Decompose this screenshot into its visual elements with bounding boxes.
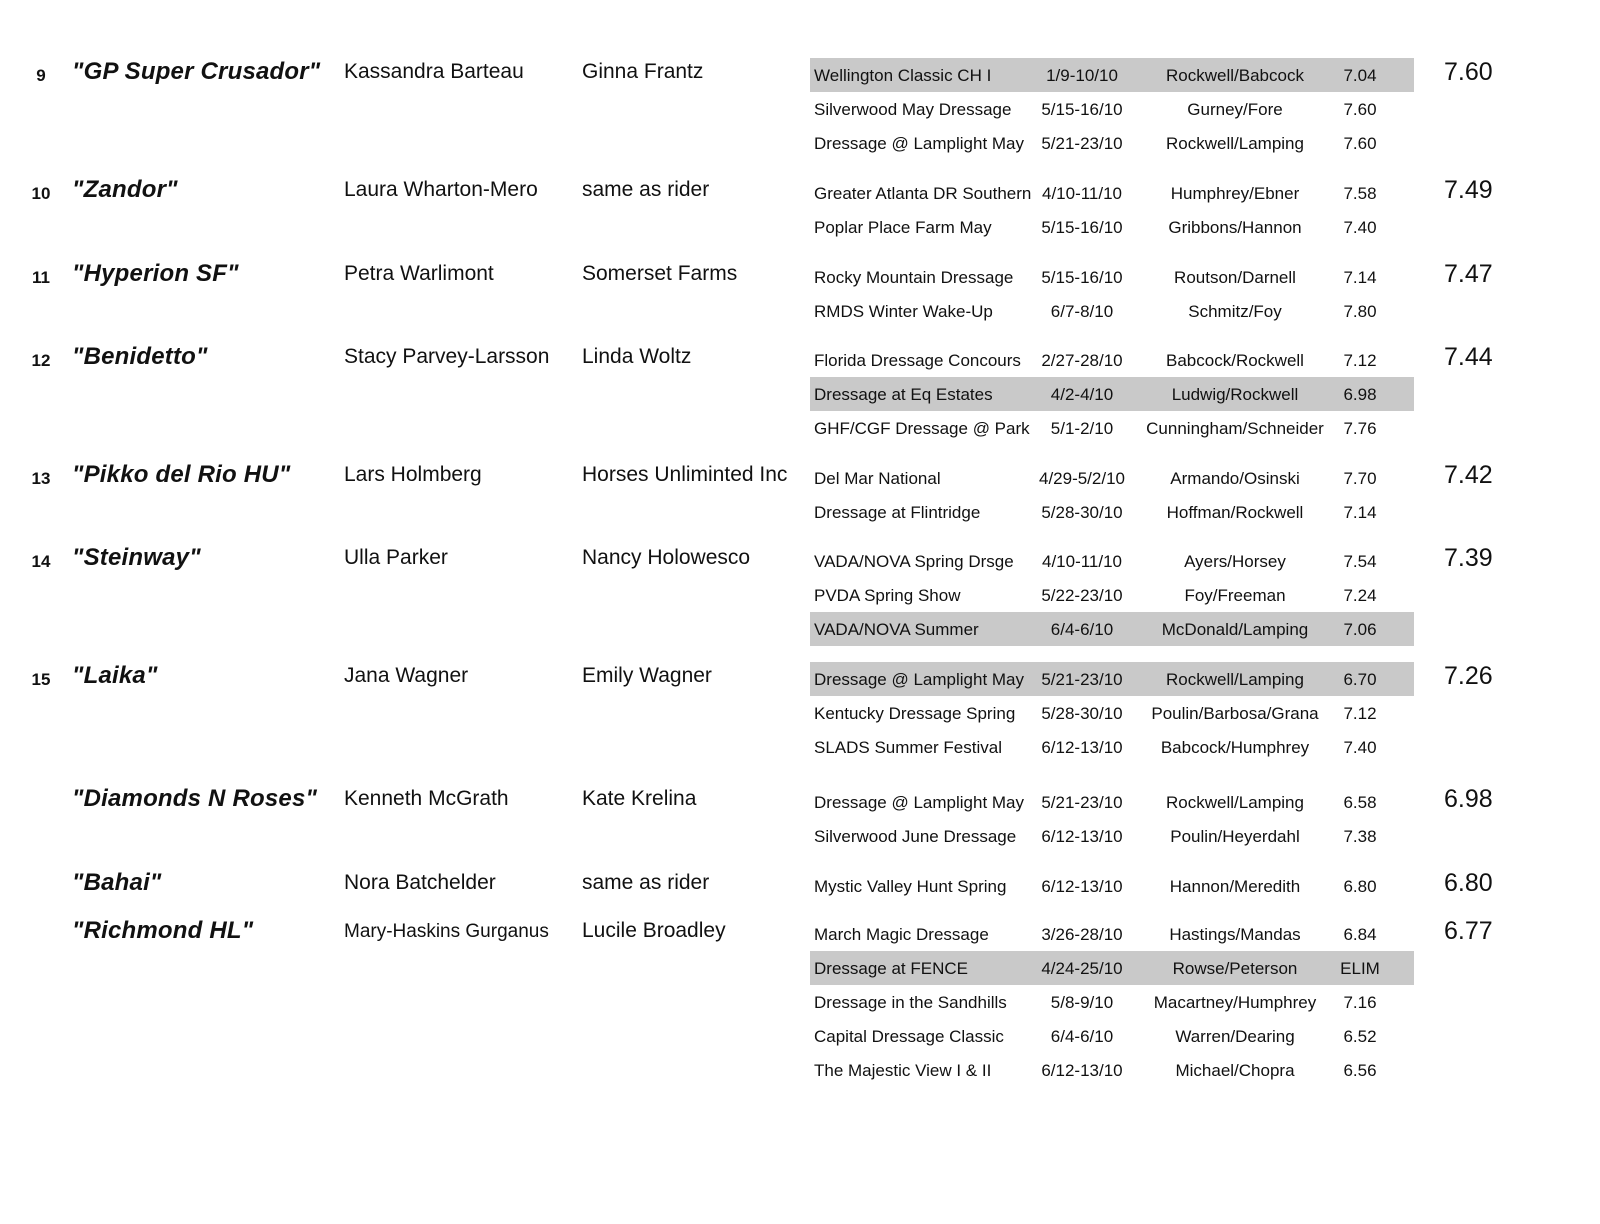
show-score: 7.12 [1343, 351, 1377, 370]
show-judges: Rockwell/Lamping [1166, 670, 1304, 689]
show-row [810, 819, 1414, 853]
rider-name: Mary-Haskins Gurganus [344, 921, 549, 942]
show-score: 6.80 [1343, 877, 1377, 896]
show-score: 7.14 [1343, 268, 1377, 287]
average-score: 7.44 [1444, 343, 1493, 371]
owner-name: Somerset Farms [582, 262, 738, 285]
show-name: Silverwood May Dressage [814, 100, 1012, 119]
show-dates: 1/9-10/10 [1046, 66, 1118, 85]
show-judges: Routson/Darnell [1174, 268, 1296, 287]
show-dates: 5/21-23/10 [1041, 670, 1123, 689]
show-name: Capital Dressage Classic [814, 1027, 1004, 1046]
show-row-dropped [810, 662, 1414, 696]
rank-number: 12 [31, 351, 51, 370]
show-row [810, 869, 1414, 903]
show-judges: McDonald/Lamping [1161, 620, 1309, 639]
show-row [810, 495, 1414, 529]
show-score: 6.58 [1343, 793, 1377, 812]
show-row [810, 578, 1414, 612]
show-list [810, 58, 1414, 160]
show-dates: 5/15-16/10 [1041, 218, 1123, 237]
show-judges: Rockwell/Lamping [1166, 793, 1304, 812]
show-score: 6.52 [1343, 1027, 1377, 1046]
show-row [810, 294, 1414, 328]
show-score: 6.56 [1343, 1061, 1377, 1080]
show-judges: Rockwell/Babcock [1166, 66, 1304, 85]
rider-name: Lars Holmberg [344, 463, 482, 486]
show-row [810, 1019, 1414, 1053]
show-row [810, 343, 1414, 377]
show-list [810, 917, 1414, 1087]
show-dates: 5/21-23/10 [1041, 134, 1123, 153]
rider-name: Stacy Parvey-Larsson [344, 345, 550, 368]
show-list [810, 343, 1414, 445]
show-list [810, 461, 1414, 529]
show-row [810, 696, 1414, 730]
horse-name: "Richmond HL" [72, 917, 254, 944]
average-score: 7.26 [1444, 662, 1493, 690]
show-score: 7.60 [1343, 100, 1377, 119]
average-score: 7.42 [1444, 461, 1493, 489]
show-score: 7.14 [1343, 503, 1377, 522]
show-name: Mystic Valley Hunt Spring [814, 877, 1007, 896]
show-judges: Hastings/Mandas [1169, 925, 1301, 944]
horse-name: "Steinway" [72, 544, 201, 571]
show-dates: 5/8-9/10 [1050, 993, 1114, 1012]
show-list [810, 869, 1414, 903]
horse-name: "GP Super Crusador" [72, 58, 321, 85]
show-dates: 4/29-5/2/10 [1038, 469, 1125, 488]
show-dates: 5/28-30/10 [1041, 503, 1123, 522]
show-row [810, 210, 1414, 244]
show-list [810, 176, 1414, 244]
show-dates: 2/27-28/10 [1041, 351, 1123, 370]
show-score: 7.04 [1343, 66, 1377, 85]
show-score: 6.84 [1343, 925, 1377, 944]
show-name: PVDA Spring Show [814, 586, 961, 605]
show-name: GHF/CGF Dressage @ Park [814, 419, 1030, 438]
rider-name: Petra Warlimont [344, 262, 494, 285]
show-judges: Gribbons/Hannon [1168, 218, 1302, 237]
show-judges: Hannon/Meredith [1169, 877, 1301, 896]
show-dates: 6/4-6/10 [1050, 620, 1114, 639]
show-dates: 4/10-11/10 [1041, 184, 1123, 203]
show-dates: 5/28-30/10 [1041, 704, 1123, 723]
show-list [810, 662, 1414, 764]
show-score: 7.70 [1343, 469, 1377, 488]
show-score: 7.40 [1343, 218, 1377, 237]
show-dates: 4/10-11/10 [1041, 552, 1123, 571]
rank-number: 14 [31, 552, 51, 571]
show-list [810, 785, 1414, 853]
show-name: Dressage at FENCE [814, 959, 968, 978]
show-judges: Ludwig/Rockwell [1171, 385, 1299, 404]
show-name: Greater Atlanta DR Southern [814, 184, 1032, 203]
show-row [810, 917, 1414, 951]
show-score: ELIM [1340, 959, 1380, 978]
average-score: 6.98 [1444, 785, 1493, 813]
horse-name: "Benidetto" [72, 343, 208, 370]
show-dates: 6/12-13/10 [1041, 877, 1123, 896]
show-row [810, 730, 1414, 764]
show-dates: 5/22-23/10 [1041, 586, 1123, 605]
rider-name: Nora Batchelder [344, 871, 496, 894]
show-judges: Michael/Chopra [1175, 1061, 1295, 1080]
average-score: 6.77 [1444, 917, 1493, 945]
show-name: Dressage @ Lamplight May [814, 793, 1025, 812]
rank-number: 11 [32, 268, 50, 287]
show-list [810, 544, 1414, 646]
show-row [810, 411, 1414, 445]
show-dates: 5/21-23/10 [1041, 793, 1123, 812]
show-name: Dressage at Flintridge [814, 503, 981, 522]
owner-name: Nancy Holowesco [582, 546, 751, 569]
show-score: 7.40 [1343, 738, 1377, 757]
show-row [810, 461, 1414, 495]
show-name: Poplar Place Farm May [814, 218, 992, 237]
show-score: 7.38 [1343, 827, 1377, 846]
show-name: Wellington Classic CH I [814, 66, 992, 85]
show-dates: 5/1-2/10 [1050, 419, 1114, 438]
show-judges: Ayers/Horsey [1184, 552, 1286, 571]
show-name: Rocky Mountain Dressage [814, 268, 1014, 287]
show-row-dropped [810, 612, 1414, 646]
show-judges: Armando/Osinski [1170, 469, 1300, 488]
rank-number: 9 [36, 66, 46, 85]
owner-name: Kate Krelina [582, 787, 697, 810]
average-score: 7.60 [1444, 58, 1493, 86]
rider-name: Kassandra Barteau [344, 60, 524, 83]
show-name: Kentucky Dressage Spring [814, 704, 1016, 723]
show-name: March Magic Dressage [814, 925, 989, 944]
show-name: The Majestic View I & II [814, 1061, 992, 1080]
rider-name: Jana Wagner [344, 664, 469, 687]
show-judges: Rockwell/Lamping [1166, 134, 1304, 153]
show-row [810, 176, 1414, 210]
show-dates: 6/12-13/10 [1041, 738, 1123, 757]
show-name: VADA/NOVA Summer [814, 620, 979, 639]
show-judges: Hoffman/Rockwell [1166, 503, 1304, 522]
show-row [810, 1053, 1414, 1087]
show-score: 6.98 [1343, 385, 1377, 404]
show-row [810, 260, 1414, 294]
average-score: 7.39 [1444, 544, 1493, 572]
show-dates: 5/15-16/10 [1041, 100, 1123, 119]
show-judges: Warren/Dearing [1175, 1027, 1295, 1046]
owner-name: Emily Wagner [582, 664, 712, 687]
show-score: 7.24 [1343, 586, 1377, 605]
owner-name: same as rider [582, 871, 710, 894]
show-score: 7.06 [1343, 620, 1377, 639]
show-judges: Gurney/Fore [1187, 100, 1283, 119]
show-score: 7.16 [1343, 993, 1377, 1012]
rank-number: 13 [31, 469, 51, 488]
average-score: 7.49 [1444, 176, 1493, 204]
show-judges: Macartney/Humphrey [1153, 993, 1317, 1012]
show-name: Del Mar National [814, 469, 941, 488]
horse-name: "Bahai" [72, 869, 162, 896]
show-judges: Babcock/Rockwell [1166, 351, 1304, 370]
show-name: SLADS Summer Festival [814, 738, 1002, 757]
show-row-dropped [810, 377, 1414, 411]
show-row [810, 126, 1414, 160]
rider-name: Laura Wharton-Mero [344, 178, 538, 201]
show-score: 7.54 [1343, 552, 1377, 571]
show-row [810, 92, 1414, 126]
show-judges: Poulin/Heyerdahl [1170, 827, 1300, 846]
rider-name: Ulla Parker [344, 546, 448, 569]
show-score: 7.76 [1343, 419, 1377, 438]
show-dates: 6/12-13/10 [1041, 827, 1123, 846]
show-score: 7.58 [1343, 184, 1377, 203]
show-name: RMDS Winter Wake-Up [814, 302, 993, 321]
show-list [810, 260, 1414, 328]
show-dates: 4/2-4/10 [1050, 385, 1114, 404]
show-judges: Rowse/Peterson [1172, 959, 1298, 978]
show-judges: Babcock/Humphrey [1160, 738, 1310, 757]
average-score: 7.47 [1444, 260, 1493, 288]
show-score: 7.12 [1343, 704, 1377, 723]
owner-name: Ginna Frantz [582, 60, 704, 83]
show-row [810, 785, 1414, 819]
show-dates: 4/24-25/10 [1041, 959, 1123, 978]
show-name: Dressage in the Sandhills [814, 993, 1007, 1012]
owner-name: same as rider [582, 178, 710, 201]
show-dates: 3/26-28/10 [1041, 925, 1123, 944]
horse-name: "Hyperion SF" [72, 260, 239, 287]
show-row-dropped [810, 58, 1414, 92]
show-name: Florida Dressage Concours [814, 351, 1021, 370]
show-dates: 6/4-6/10 [1050, 1027, 1114, 1046]
show-score: 7.80 [1343, 302, 1377, 321]
owner-name: Lucile Broadley [582, 919, 726, 942]
rank-number: 10 [31, 184, 51, 203]
owner-name: Linda Woltz [582, 345, 692, 368]
show-judges: Poulin/Barbosa/Grana [1151, 704, 1319, 723]
show-name: Dressage at Eq Estates [814, 385, 993, 404]
show-name: Dressage @ Lamplight May [814, 134, 1025, 153]
show-row [810, 985, 1414, 1019]
show-name: VADA/NOVA Spring Drsge [814, 552, 1014, 571]
horse-name: "Pikko del Rio HU" [72, 461, 291, 488]
show-score: 6.70 [1343, 670, 1377, 689]
horse-name: "Laika" [72, 662, 158, 689]
rider-name: Kenneth McGrath [344, 787, 509, 810]
show-score: 7.60 [1343, 134, 1377, 153]
show-judges: Humphrey/Ebner [1170, 184, 1300, 203]
show-dates: 6/12-13/10 [1041, 1061, 1123, 1080]
show-judges: Foy/Freeman [1184, 586, 1286, 605]
horse-name: "Zandor" [72, 176, 178, 203]
horse-name: "Diamonds N Roses" [72, 785, 318, 812]
show-row [810, 544, 1414, 578]
show-dates: 5/15-16/10 [1041, 268, 1123, 287]
show-dates: 6/7-8/10 [1050, 302, 1114, 321]
rank-number: 15 [31, 670, 51, 689]
average-score: 6.80 [1444, 869, 1493, 897]
show-name: Dressage @ Lamplight May [814, 670, 1025, 689]
show-name: Silverwood June Dressage [814, 827, 1017, 846]
show-judges: Schmitz/Foy [1188, 302, 1282, 321]
show-judges: Cunningham/Schneider [1146, 419, 1324, 438]
owner-name: Horses Unliminted Inc [582, 463, 788, 486]
show-row-dropped [810, 951, 1414, 985]
